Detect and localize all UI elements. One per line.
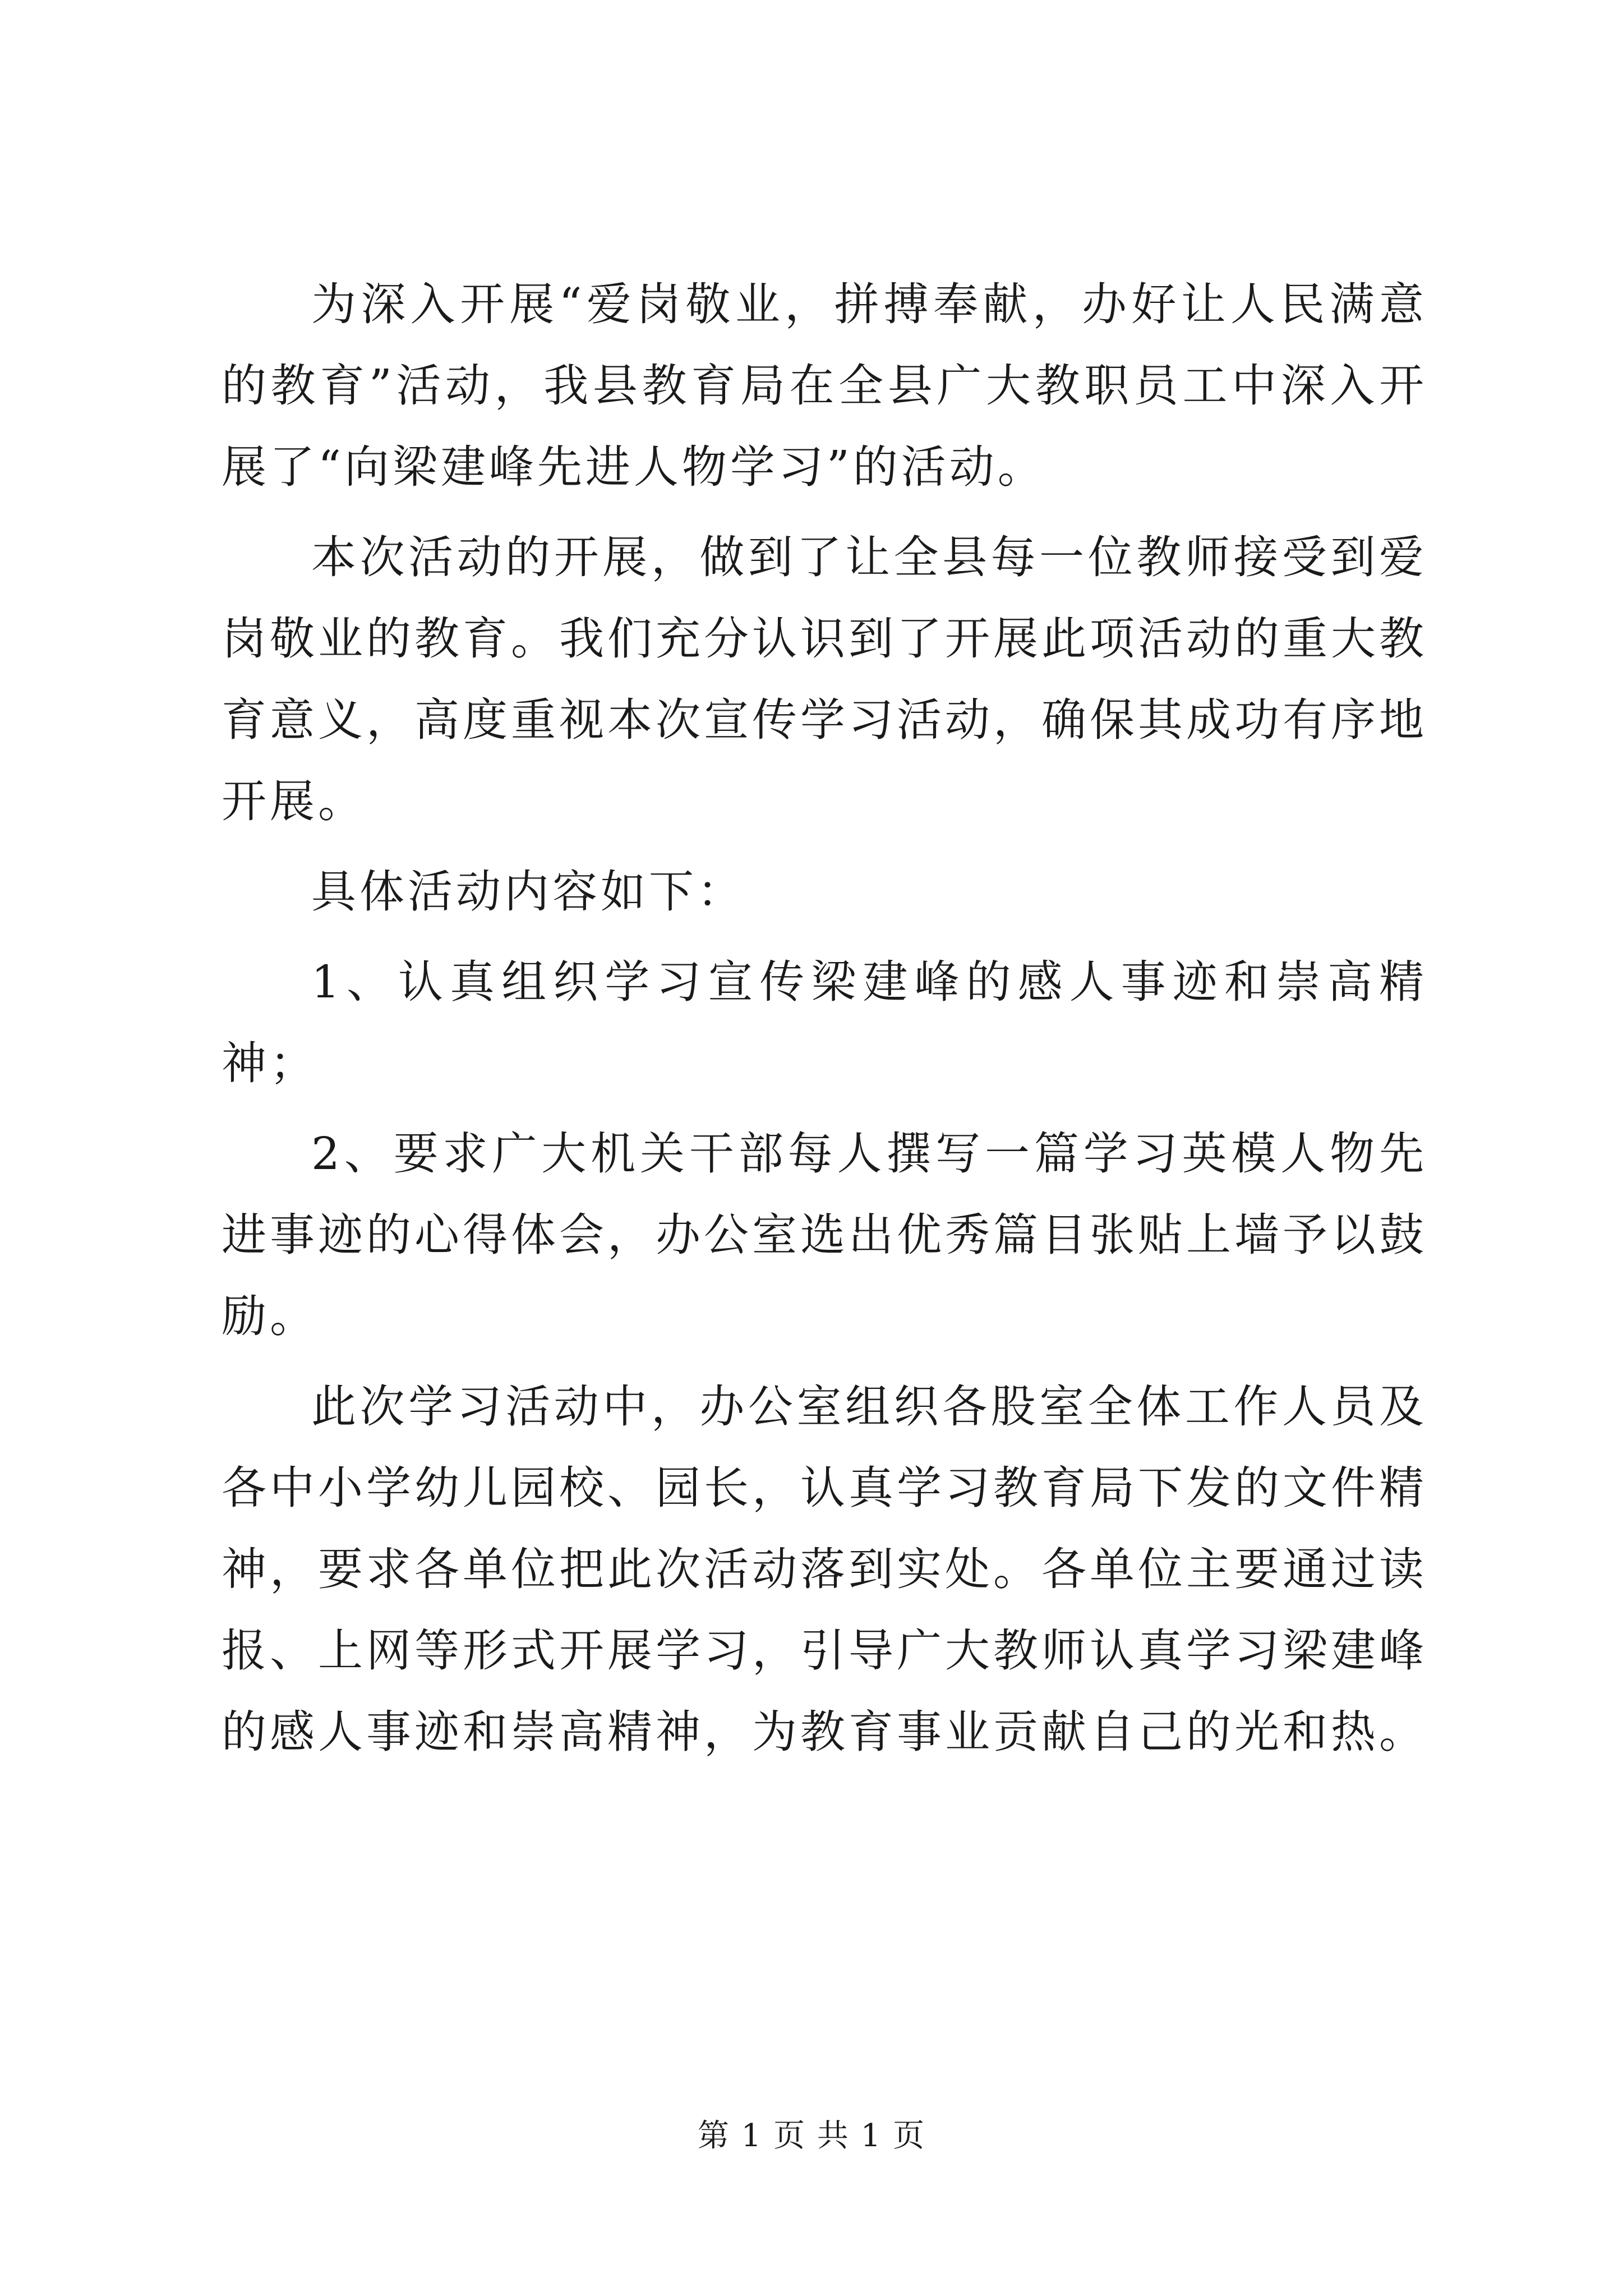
document-body bbox=[222, 264, 1427, 1782]
paragraph-summary: 此次学习活动中，办公室组织各股室全体工作人员及各中小学幼儿园校、园长，认真学习教育局下发的文件精神，要求各单位把此次活动落到实处。各单位主要通过读报、上网等形式开展学习，引导广大教师认真学习梁建峰的感人事迹和崇高精神，为教育事业贡献自己的光和热。 bbox=[222, 1381, 1427, 1758]
paragraph-item-1: 1、认真组织学习宣传梁建峰的感人事迹和崇高精神； bbox=[222, 956, 1427, 1089]
paragraph-content-heading: 具体活动内容如下： bbox=[311, 866, 745, 918]
paragraph-item-2: 2、要求广大机关干部每人撰写一篇学习英模人物先进事迹的心得体会，办公室选出优秀篇目张贴上墙予以鼓励。 bbox=[222, 1128, 1427, 1342]
page-footer: 第 1 页 共 1 页 bbox=[697, 2118, 926, 2154]
paragraph-significance: 本次活动的开展，做到了让全县每一位教师接受到爱岗敬业的教育。我们充分认识到了开展此项活动的重大教育意义，高度重视本次宣传学习活动，确保其成功有序地开展。 bbox=[222, 531, 1427, 827]
paragraph-intro: 为深入开展“爱岗敬业，拼搏奉献，办好让人民满意的教育”活动，我县教育局在全县广大教职员工中深入开展了“向梁建峰先进人物学习”的活动。 bbox=[222, 278, 1427, 493]
